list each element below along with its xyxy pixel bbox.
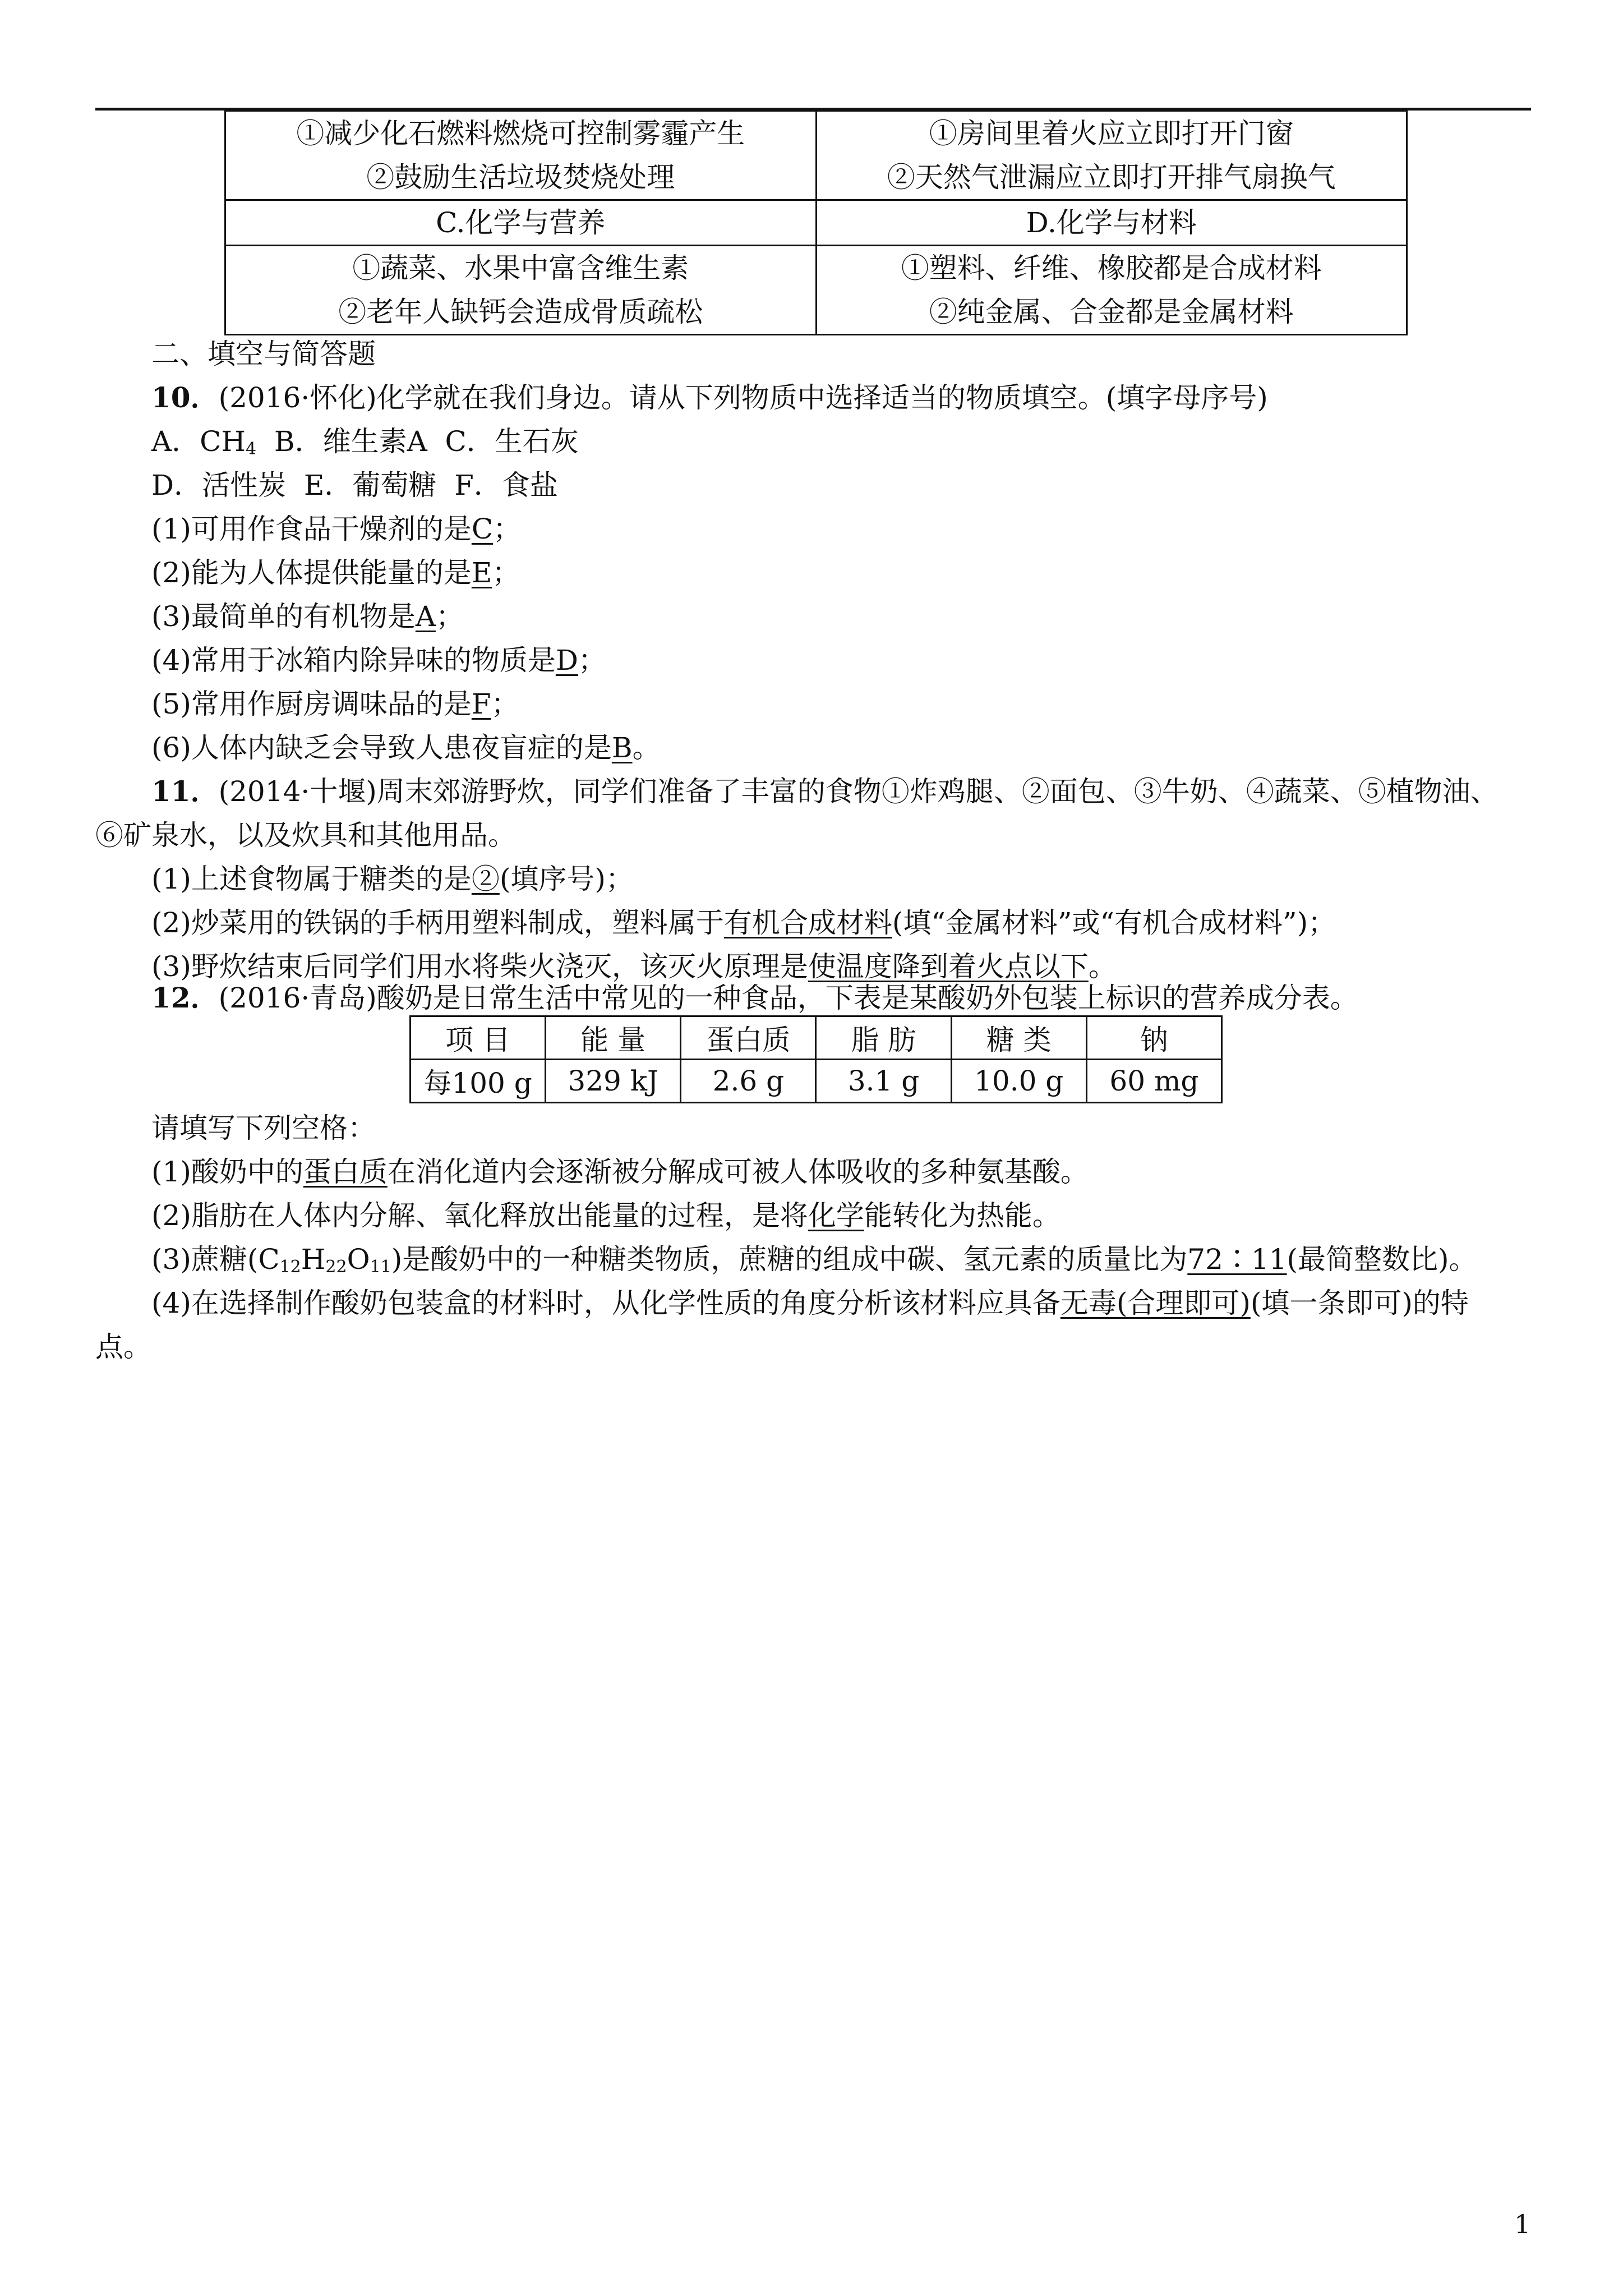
cell-line: C.化学与营养 [436,206,606,239]
table-header: 能 量 [546,1016,681,1060]
question-text: (2016·青岛)酸奶是日常生活中常见的一种食品，下表是某酸奶外包装上标识的营养成分表。 [218,982,1358,1014]
item-text: (4)在选择制作酸奶包装盒的材料时，从化学性质的角度分析该材料应具备 [151,1287,1061,1319]
q12-item-1 [151,1150,1089,1194]
cell-line: ②鼓励生活垃圾焚烧处理 [366,161,675,194]
table-row [225,200,1407,246]
item-text: (最简整数比)。 [1287,1243,1477,1276]
item-text: ； [492,556,520,589]
options-table [224,110,1408,335]
q12-item-3 [151,1237,1477,1281]
answer: A [415,600,436,633]
option-text: B．维生素A C．生石灰 [256,425,579,458]
q10-item-4 [151,638,606,682]
answer: D [555,644,578,677]
question-number: 11． [151,775,219,808]
option-text: A．CH [151,425,246,458]
question-text: (2016·怀化)化学就在我们身边。请从下列物质中选择适当的物质填空。(填字母序号) [218,381,1268,414]
item-text: (填“金属材料”或“有机合成材料”)； [892,907,1336,939]
q10-item-3 [151,595,464,638]
cell-line: D.化学与材料 [1026,206,1197,239]
item-text: ； [435,600,464,633]
table-header: 蛋白质 [681,1016,816,1060]
q12-item-2 [151,1194,1061,1237]
item-text: O [347,1243,370,1276]
table-header: 项 目 [411,1016,546,1060]
item-text: (5)常用作厨房调味品的是 [151,688,472,720]
answer: ② [471,863,500,895]
q11-item-1 [151,857,634,901]
question-10-stem [151,376,1268,420]
question-10-options-1 [151,420,579,463]
q10-item-2 [151,551,520,595]
table-cell [816,200,1407,246]
cell-line: ①塑料、纤维、橡胶都是合成材料 [901,252,1322,284]
cell-line: ①蔬菜、水果中富含维生素 [352,252,689,284]
item-text: (3)蔗糖(C [151,1243,280,1276]
table-header: 脂 肪 [816,1016,951,1060]
answer: C [471,513,494,545]
section-title: 二、填空与简答题 [151,338,376,370]
table-cell [225,111,817,200]
cell-line: ①房间里着火应立即打开门窗 [929,117,1294,150]
item-text: H [301,1243,326,1276]
table-cell: 3.1 g [816,1060,951,1103]
item-text: (3)野炊结束后同学们用水将柴火浇灭，该灭火原理是 [151,950,808,983]
item-text: 。 [632,731,661,764]
question-10-options-2: D．活性炭 E．葡萄糖 F．食盐 [151,469,558,501]
item-text: (1)上述食物属于糖类的是 [151,863,472,895]
item-text: (1)可用作食品干燥剂的是 [151,513,472,545]
item-text: 。 [1088,950,1117,983]
item-text: (3)最简单的有机物是 [151,600,416,633]
q10-item-6 [151,726,661,770]
answer: E [471,556,492,589]
item-text: (填序号)； [499,863,634,895]
item-text: 在消化道内会逐渐被分解成可被人体吸收的多种氨基酸。 [387,1156,1089,1188]
item-text: ； [491,688,519,720]
answer: B [611,731,633,764]
table-cell [225,246,817,335]
item-text: (1)酸奶中的 [151,1156,303,1188]
question-number: 12． [151,981,219,1014]
table-row [225,246,1407,335]
page-number: 1 [1514,2209,1531,2239]
item-text: ； [578,644,606,677]
q10-item-5 [151,682,519,726]
table-header: 钠 [1086,1016,1221,1060]
table-cell: 60 mg [1086,1060,1221,1103]
q12-item-4-cont: 点。 [95,1331,151,1363]
item-text: 能转化为热能。 [864,1199,1061,1232]
q12-prompt: 请填写下列空格： [151,1112,376,1144]
table-row [225,111,1407,200]
q10-item-1 [151,507,521,551]
table-cell: 2.6 g [681,1060,816,1103]
q11-item-2 [151,901,1336,945]
table-cell [816,246,1407,335]
table-cell: 每100 g [411,1060,546,1103]
answer: 有机合成材料 [723,907,892,939]
table-row [411,1060,1222,1103]
nutrition-table [409,1015,1223,1103]
subscript: 12 [279,1257,301,1277]
table-header-row [411,1016,1222,1060]
item-text: (6)人体内缺乏会导致人患夜盲症的是 [151,731,612,764]
item-text: (4)常用于冰箱内除异味的物质是 [151,644,556,677]
cell-line: ②老年人缺钙会造成骨质疏松 [338,296,703,328]
subscript: 22 [325,1257,347,1277]
cell-line: ②天然气泄漏应立即打开排气扇换气 [887,161,1336,194]
table-cell: 10.0 g [951,1060,1086,1103]
question-11-stem-cont: ⑥矿泉水，以及炊具和其他用品。 [95,819,516,852]
answer: F [471,688,491,720]
subscript: 11 [370,1257,391,1277]
question-number: 10． [151,381,219,414]
subscript: 4 [245,439,257,459]
answer: 72∶11 [1187,1243,1287,1276]
question-11-stem [151,770,1498,813]
item-text: (填一条即可)的特 [1250,1287,1469,1319]
answer: 蛋白质 [303,1156,388,1188]
cell-line: ①减少化石燃料燃烧可控制雾霾产生 [296,117,745,150]
question-text: (2014·十堰)周末郊游野炊，同学们准备了丰富的食物①炸鸡腿、②面包、③牛奶、④蔬菜、⑤植物油、 [218,775,1498,808]
cell-line: ②纯金属、合金都是金属材料 [929,296,1294,328]
item-text: (2)脂肪在人体内分解、氧化释放出能量的过程，是将 [151,1199,808,1232]
answer: 无毒(合理即可) [1060,1287,1251,1319]
q12-item-4 [151,1281,1469,1325]
table-cell [225,200,817,246]
table-cell: 329 kJ [546,1060,681,1103]
answer: 化学 [808,1199,864,1232]
item-text: (2)能为人体提供能量的是 [151,556,472,589]
table-header: 糖 类 [951,1016,1086,1060]
item-text: (2)炒菜用的铁锅的手柄用塑料制成，塑料属于 [151,907,724,939]
table-cell [816,111,1407,200]
item-text: ； [493,513,522,545]
item-text: )是酸奶中的一种糖类物质，蔗糖的组成中碳、氢元素的质量比为 [391,1243,1188,1276]
question-12-stem [151,976,1358,1020]
answer: 使温度降到着火点以下 [808,950,1089,983]
